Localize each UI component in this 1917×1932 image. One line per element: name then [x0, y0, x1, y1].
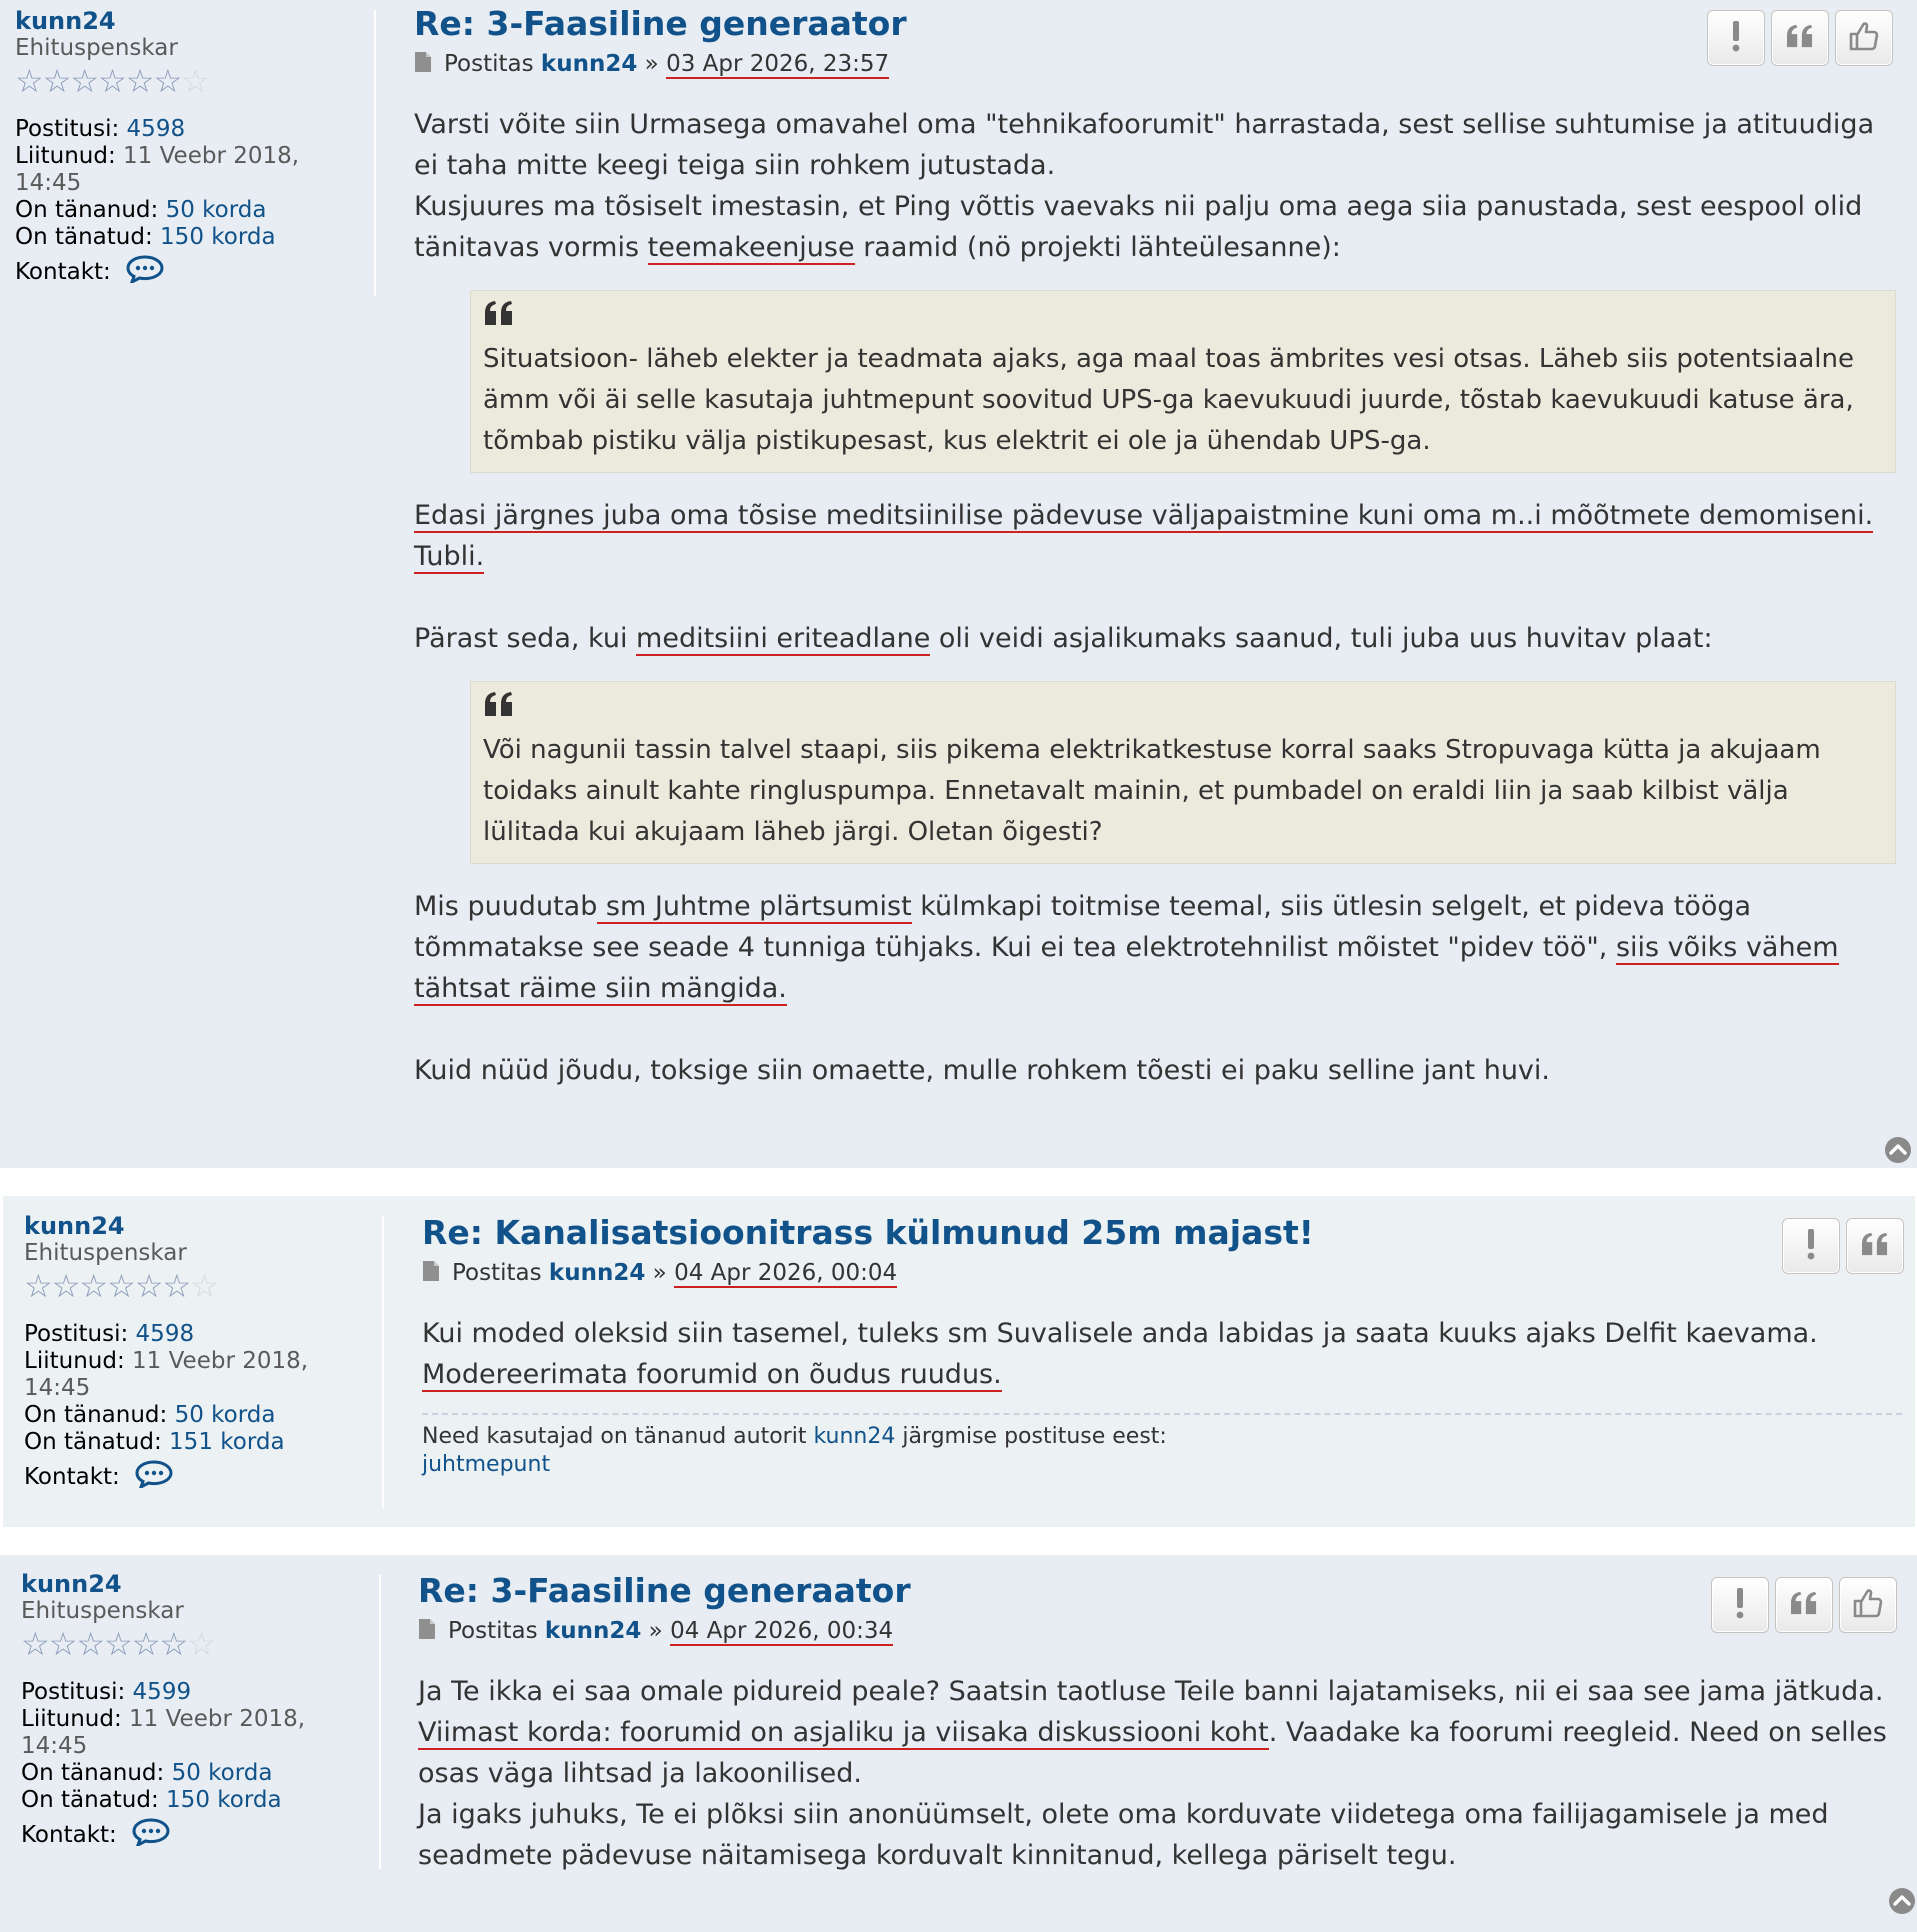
posts-count[interactable]: 4599 [132, 1679, 192, 1705]
underlined-text: meditsiini eriteadlane [636, 623, 931, 654]
paragraph: Viimast korda: foorumid on asjaliku ja viisaka diskussiooni koht. Vaadake ka foorumi reegleid. Need on selles osas väga lihtsad ja lakoonilised. [418, 1717, 1887, 1789]
paragraph: Mis puudutab sm Juhtme plärtsumist külmkapi toitmise teemal, siis ütlesin selgelt, et pideva tööga tõmmatakse see seade 4 tunniga tühjaks. Kui ei tea elektrotehnilist mõistet "pidev töö", siis võiks vähem tähtsat räime siin mängida. [414, 891, 1839, 1004]
underlined-text: teemakeenjuse [647, 232, 855, 263]
thanks-received-count[interactable]: 151 korda [169, 1429, 285, 1455]
thumbs-up-icon [1848, 20, 1880, 56]
thanked-count[interactable]: 50 korda [171, 1760, 273, 1786]
quote-mark-icon [483, 690, 1883, 730]
meta-separator: » [652, 1260, 667, 1286]
post-actions [1782, 1218, 1904, 1274]
meta-prefix: Postitas [452, 1260, 542, 1286]
quote-text: Situatsioon- läheb elekter ja teadmata ajaks, aga maal toas ämbrites vesi otsas. Läheb siis potentsiaalne ämm või äi selle kasutaja juhtmepunt soovitud UPS-ga kaevukuudi juurde, tõstab kaevukuudi katuse ära, tõmbab pistiku välja pistikupesast, kus elektrit ei ole ja ühendab UPS-ga. [483, 344, 1854, 456]
quote-button[interactable] [1771, 10, 1829, 66]
post-date: 03 Apr 2026, 23:57 [666, 51, 890, 77]
thanked-count[interactable]: 50 korda [165, 197, 267, 223]
profile-divider [379, 1575, 381, 1869]
joined-date: 11 Veebr 2018, 14:45 [15, 143, 300, 196]
joined-label: Liitunud: [21, 1706, 122, 1732]
author-name[interactable]: kunn24 [21, 1570, 122, 1598]
author-rank: Ehituspenskar [24, 1240, 187, 1266]
contact-chat-icon[interactable] [132, 1818, 170, 1853]
thanks-author-link[interactable]: kunn24 [813, 1424, 896, 1449]
author-profile [15, 8, 375, 290]
quote-mark-icon [483, 299, 1883, 339]
thanks-received-label: On tänatud: [21, 1787, 159, 1813]
post-meta [418, 1615, 1896, 1649]
thanks-list: Need kasutajad on tänanud autorit kunn24 järgmise postituse eest: juhtmepunt [422, 1413, 1902, 1479]
contact-label: Kontakt: [21, 1822, 117, 1848]
meta-author[interactable]: kunn24 [544, 1618, 642, 1644]
author-profile [24, 1213, 384, 1495]
posts-count[interactable]: 4598 [135, 1321, 195, 1347]
author-name[interactable]: kunn24 [15, 7, 116, 35]
paragraph: Ja igaks juhuks, Te ei plõksi siin anonüümselt, olete oma korduvate viidetega oma failijagamisele ja med seadmete pädevuse näitamisega korduvalt kinnitanud, kellega päriselt tegu. [418, 1799, 1829, 1871]
thanks-received-count[interactable]: 150 korda [166, 1787, 282, 1813]
meta-separator: » [644, 51, 659, 77]
contact-chat-icon[interactable] [126, 255, 164, 290]
author-rank: Ehituspenskar [15, 35, 178, 61]
paragraph: Kuid nüüd jõudu, toksige siin omaette, mulle rohkem tõesti ei paku selline jant huvi. [414, 1055, 1550, 1086]
thanks-button[interactable] [1835, 10, 1893, 66]
report-button[interactable] [1711, 1577, 1769, 1633]
rank-stars: ☆☆☆☆☆☆☆ [21, 1625, 215, 1663]
report-button[interactable] [1782, 1218, 1840, 1274]
paragraph: Kusjuures ma tõsiselt imestasin, et Ping võttis vaevaks nii palju oma aega siia panustada, sest eespool olid tänitavas vormis teemakeenjuse raamid (nö projekti lähteülesanne): [414, 191, 1863, 263]
post-title[interactable]: Re: 3-Faasiline generaator [414, 4, 907, 43]
post-title[interactable]: Re: Kanalisatsioonitrass külmunud 25m majast! [422, 1213, 1314, 1252]
contact-label: Kontakt: [24, 1464, 120, 1490]
post-content [418, 1671, 1896, 1876]
author-profile [21, 1571, 381, 1853]
thanks-received-label: On tänatud: [24, 1429, 162, 1455]
file-icon[interactable] [414, 50, 432, 82]
thumbs-up-icon [1852, 1587, 1884, 1623]
author-rank: Ehituspenskar [21, 1598, 184, 1624]
back-to-top-icon[interactable] [1888, 1887, 1916, 1915]
paragraph: Pärast seda, kui meditsiini eriteadlane oli veidi asjalikumaks saanud, tuli juba uus huvitav plaat: [414, 623, 1713, 654]
post-meta [414, 48, 1896, 82]
file-icon[interactable] [422, 1259, 440, 1291]
post-body [422, 1213, 1902, 1479]
report-icon [1805, 1228, 1817, 1264]
thanks-received-count[interactable]: 150 korda [160, 224, 276, 250]
post-body [418, 1571, 1896, 1876]
back-to-top-icon[interactable] [1884, 1136, 1912, 1164]
post-actions [1711, 1577, 1897, 1633]
rank-stars: ☆☆☆☆☆☆☆ [24, 1267, 218, 1305]
meta-author[interactable]: kunn24 [548, 1260, 646, 1286]
post-content [414, 104, 1896, 1091]
paragraph: Ja Te ikka ei saa omale pidureid peale? Saatsin taotluse Teile banni lajatamiseks, nii ei saa see jama jätkuda. [418, 1676, 1884, 1707]
post-date: 04 Apr 2026, 00:04 [674, 1260, 898, 1286]
contact-chat-icon[interactable] [135, 1460, 173, 1495]
meta-prefix: Postitas [448, 1618, 538, 1644]
post-actions [1707, 10, 1893, 66]
quote-icon [1785, 23, 1815, 53]
thanks-user-link[interactable]: juhtmepunt [422, 1452, 551, 1477]
profile-divider [382, 1216, 384, 1508]
joined-date: 11 Veebr 2018, 14:45 [21, 1706, 306, 1759]
file-icon[interactable] [418, 1617, 436, 1649]
joined-label: Liitunud: [24, 1348, 125, 1374]
thanks-received-label: On tänatud: [15, 224, 153, 250]
joined-label: Liitunud: [15, 143, 116, 169]
quote-block [470, 290, 1896, 473]
post-3 [0, 1555, 1917, 1932]
quote-block [470, 681, 1896, 864]
paragraph: Edasi järgnes juba oma tõsise meditsiinilise pädevuse väljapaistmine kuni oma m..i mõõtmete demomiseni. Tubli. [414, 500, 1874, 572]
post-content [422, 1313, 1902, 1395]
quote-button[interactable] [1775, 1577, 1833, 1633]
profile-divider [374, 10, 376, 296]
post-2 [3, 1196, 1915, 1527]
thanked-label: On tänanud: [15, 197, 159, 223]
post-title[interactable]: Re: 3-Faasiline generaator [418, 1571, 911, 1610]
posts-label: Postitusi: [21, 1679, 126, 1705]
post-date: 04 Apr 2026, 00:34 [670, 1618, 894, 1644]
thanked-label: On tänanud: [21, 1760, 165, 1786]
report-button[interactable] [1707, 10, 1765, 66]
thanked-count[interactable]: 50 korda [174, 1402, 276, 1428]
paragraph: Varsti võite siin Urmasega omavahel oma "tehnikafoorumit" harrastada, sest sellise suhtumise ja atituudiga ei taha mitte keegi teiga siin rohkem jutustada. [414, 109, 1875, 181]
posts-label: Postitusi: [24, 1321, 129, 1347]
thanked-label: On tänanud: [24, 1402, 168, 1428]
underlined-text: sm Juhtme plärtsumist [597, 891, 912, 922]
quote-icon [1860, 1231, 1890, 1261]
joined-date: 11 Veebr 2018, 14:45 [24, 1348, 309, 1401]
quote-icon [1789, 1590, 1819, 1620]
meta-author[interactable]: kunn24 [540, 51, 638, 77]
quote-text: Või nagunii tassin talvel staapi, siis pikema elektrikatkestuse korral saaks Stropuvaga kütta ja akujaam toidaks ainult kahte ringluspumpa. Ennetavalt mainin, et pumbadel on eraldi liin ja saab kilbist välja lülitada kui akujaam läheb järgi. Oletan õigesti? [483, 735, 1821, 847]
contact-label: Kontakt: [15, 259, 111, 285]
meta-prefix: Postitas [444, 51, 534, 77]
posts-label: Postitusi: [15, 116, 120, 142]
paragraph: Kui moded oleksid siin tasemel, tuleks sm Suvalisele anda labidas ja saata kuuks ajaks Delfit kaevama. [422, 1318, 1818, 1349]
meta-separator: » [648, 1618, 663, 1644]
post-body [414, 4, 1896, 1091]
rank-stars: ☆☆☆☆☆☆☆ [15, 62, 209, 100]
author-name[interactable]: kunn24 [24, 1212, 125, 1240]
report-icon [1730, 20, 1742, 56]
thanks-button[interactable] [1839, 1577, 1897, 1633]
posts-count[interactable]: 4598 [126, 116, 186, 142]
post-meta [422, 1257, 1902, 1291]
quote-button[interactable] [1846, 1218, 1904, 1274]
paragraph: Modereerimata foorumid on õudus ruudus. [422, 1359, 1002, 1390]
report-icon [1734, 1587, 1746, 1623]
